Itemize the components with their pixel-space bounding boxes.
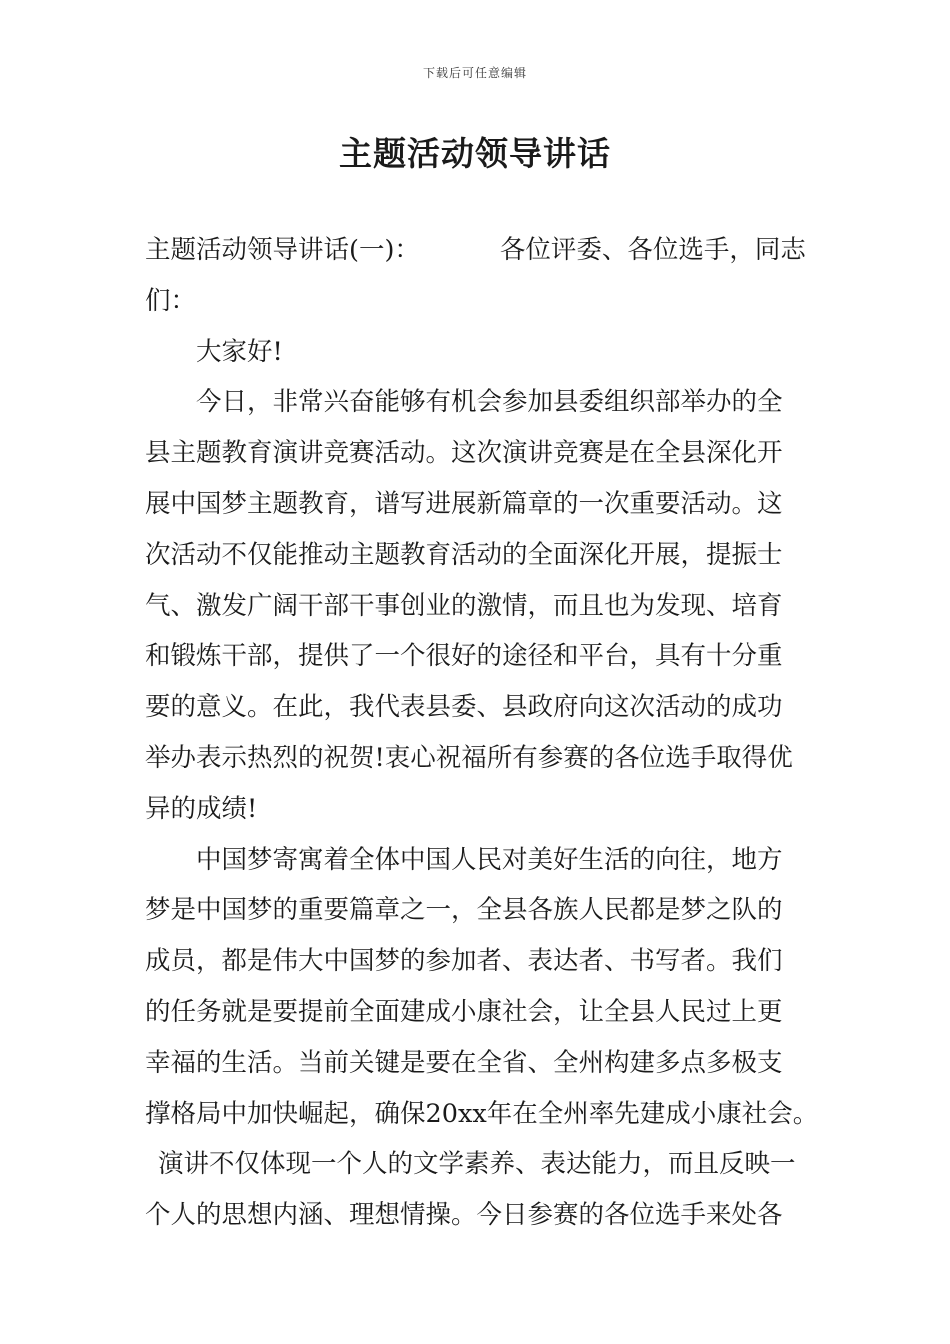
paragraph-2-line: 成员，都是伟大中国梦的参加者、表达者、书写者。我们 <box>145 946 783 977</box>
document-title: 主题活动领导讲话 <box>339 134 611 173</box>
paragraph-1-line: 展中国梦主题教育，谱写进展新篇章的一次重要活动。这 <box>145 488 783 519</box>
document-body <box>145 225 825 1241</box>
paragraph-1-line: 次活动不仅能推动主题教育活动的全面深化开展，提振士 <box>145 539 783 570</box>
paragraph-1-line: 气、激发广阔干部干事创业的激情，而且也为发现、培育 <box>145 590 783 621</box>
header-note: 下载后可任意编辑 <box>422 66 527 80</box>
opening-line-2: 们： <box>145 285 197 316</box>
paragraph-2-line: 幸福的生活。当前关键是要在全省、全州构建多点多极支 <box>145 1047 783 1078</box>
paragraph-1-line: 县主题教育演讲竞赛活动。这次演讲竞赛是在全县深化开 <box>145 438 783 469</box>
paragraph-1-line: 和锻炼干部，提供了一个很好的途径和平台，具有十分重 <box>145 641 783 672</box>
paragraph-3-line: 个人的思想内涵、理想情操。今日参赛的各位选手来处各 <box>145 1200 783 1231</box>
paragraph-1-line: 要的意义。在此，我代表县委、县政府向这次活动的成功 <box>145 692 783 723</box>
opening-line <box>145 225 825 276</box>
paragraph-2-line: 中国梦寄寓着全体中国人民对美好生活的向往，地方 <box>196 844 783 875</box>
paragraph-2-line: 梦是中国梦的重要篇章之一，全县各族人民都是梦之队的 <box>145 895 783 926</box>
paragraph-1-line: 异的成绩! <box>145 793 258 824</box>
opening-title: 主题活动领导讲话(一)： <box>145 235 420 265</box>
paragraph-3-line: 演讲不仅体现一个人的文学素养、表达能力，而且反映一 <box>158 1149 796 1180</box>
paragraph-1-line: 今日，非常兴奋能够有机会参加县委组织部举办的全 <box>196 387 783 418</box>
paragraph-2-line: 撑格局中加快崛起，确保20xx年在全州率先建成小康社会。 <box>145 1098 819 1129</box>
opening-address: 各位评委、各位选手，同志 <box>499 235 806 265</box>
paragraph-2-line: 的任务就是要提前全面建成小康社会，让全县人民过上更 <box>145 996 783 1027</box>
paragraph-1-line: 举办表示热烈的祝贺!衷心祝福所有参赛的各位选手取得优 <box>145 742 793 773</box>
greeting: 大家好! <box>196 336 283 367</box>
